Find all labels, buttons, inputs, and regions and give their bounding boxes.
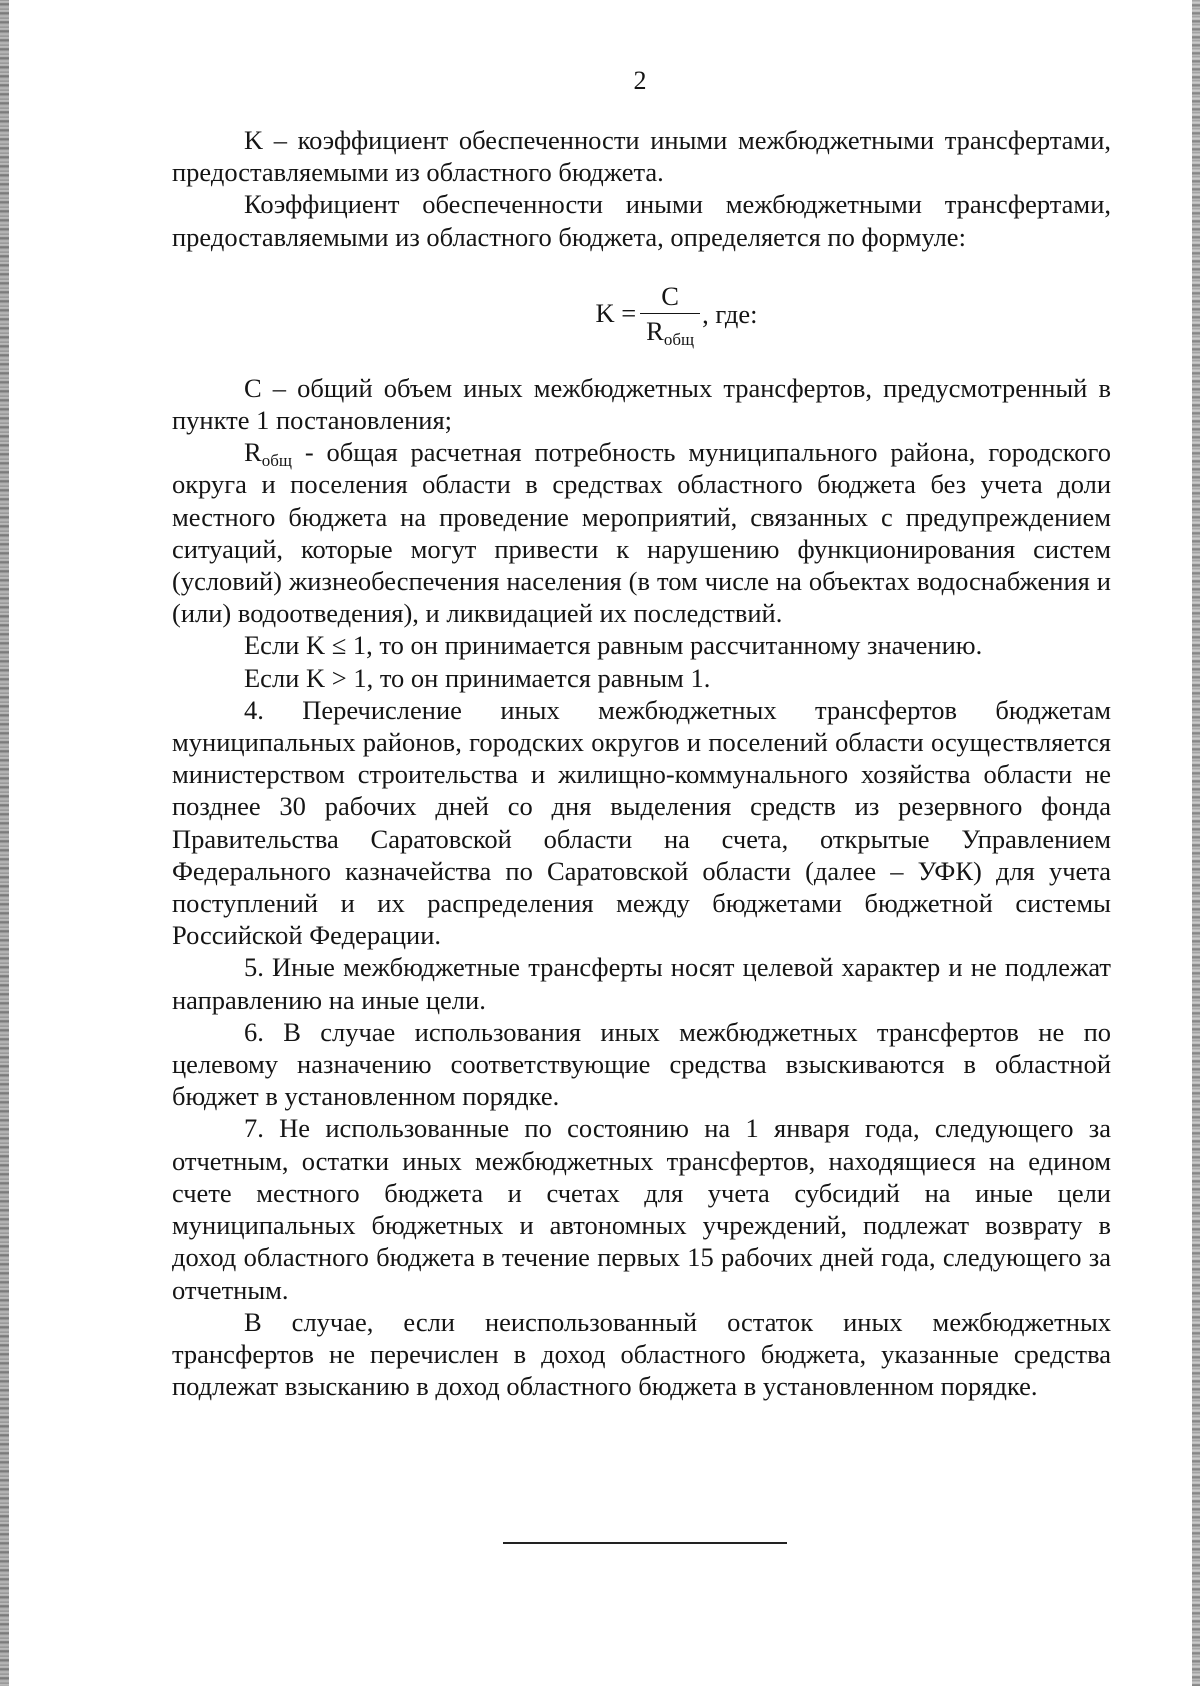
paragraph-k-le-1: Если K ≤ 1, то он принимается равным рассчитанному значению. — [244, 630, 983, 661]
formula-denominator — [640, 313, 700, 348]
paragraph-formula-intro: Коэффициент обеспеченности иными межбюджетными трансфертами, предоставляемыми из областного бюджета, определяется по формуле: — [172, 189, 1111, 252]
coefficient-formula — [172, 279, 1111, 348]
paragraph-item-4: 4. Перечисление иных межбюджетных трансфертов бюджетам муниципальных районов, городских округов и поселений области осуществляется министерством строительства и жилищно-коммунального хозяйства области не позднее 30 рабочих дней со дня выделения средств из резервного фонда Правительства Саратовской области на счета, открытые Управлением Федерального казначейства по Саратовской области (далее – УФК) для учета поступлений и их распределения между бюджетами бюджетной системы Российской Федерации. — [172, 694, 1111, 951]
formula-denominator-subscript: общ — [663, 329, 695, 349]
formula-fraction — [640, 279, 700, 348]
paragraph-r-definition — [172, 436, 1111, 629]
paragraph-item-6: 6. В случае использования иных межбюджетных трансфертов не по целевому назначению соответствующие средства взыскиваются в областной бюджет в установленном порядке. — [172, 1016, 1111, 1112]
document-body — [172, 124, 1111, 1402]
scan-edge-left — [0, 0, 9, 1686]
paragraph-item-5: 5. Иные межбюджетные трансферты носят целевой характер и не подлежат направлению на иные цели. — [172, 952, 1111, 1015]
paragraph-k-gt-1: Если K > 1, то он принимается равным 1. — [244, 662, 711, 693]
paragraph-k-definition: K – коэффициент обеспеченности иными межбюджетными трансфертами, предоставляемыми из областного бюджета. — [172, 125, 1111, 188]
formula-denominator-symbol: R — [646, 315, 664, 346]
formula-numerator: C — [661, 280, 679, 311]
paragraph-item-7: 7. Не использованные по состоянию на 1 января года, следующего за отчетным, остатки иных межбюджетных трансфертов, находящиеся на едином счете местного бюджета и счетах для учета субсидий на иные цели муниципальных бюджетных и автономных учреждений, подлежат возврату в доход областного бюджета в течение первых 15 рабочих дней года, следующего за отчетным. — [172, 1113, 1111, 1305]
r-definition-text: - общая расчетная потребность муниципального района, городского округа и поселения области в средствах областного бюджета без учета доли местного бюджета на проведение мероприятий, связанных с предупреждением ситуаций, которые могут привести к нарушению функционирования систем (условий) жизнеобеспечения населения (в том числе на объектах водоснабжения и (или) водоотведения), и ликвидацией их последствий. — [172, 437, 1111, 629]
paragraph-c-definition: C – общий объем иных межбюджетных трансфертов, предусмотренный в пункте 1 постановления; — [172, 372, 1111, 436]
r-subscript: общ — [261, 451, 292, 471]
closing-divider — [503, 1542, 787, 1544]
page-number: 2 — [633, 66, 647, 95]
formula-lhs: K = — [595, 298, 637, 329]
r-symbol: R — [244, 437, 262, 468]
scan-edge-right — [1192, 0, 1200, 1686]
paragraph-unused-balance: В случае, если неиспользованный остаток иных межбюджетных трансфертов не перечислен в доход областного бюджета, указанные средства подлежат взысканию в доход областного бюджета в установленном порядке. — [172, 1306, 1111, 1402]
formula-suffix: , где: — [702, 299, 758, 330]
